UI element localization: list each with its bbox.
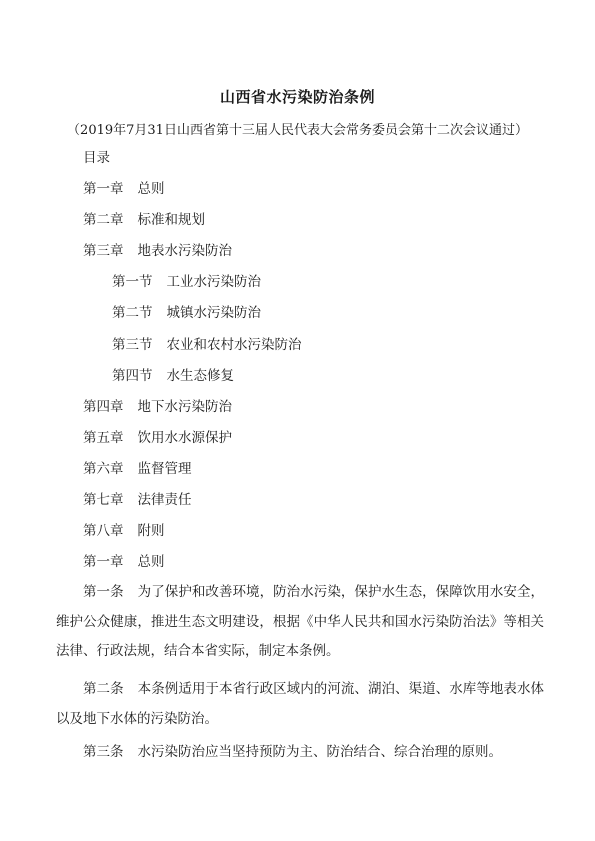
article-text: 水污染防治应当坚持预防为主、防治结合、综合治理的原则。: [137, 744, 502, 760]
toc-item-text: 城镇水污染防治: [166, 305, 261, 321]
toc-item: [83, 242, 232, 260]
toc-item-number: 第六章: [83, 461, 124, 477]
article-paragraph: [56, 738, 544, 768]
toc-item-text: 地表水污染防治: [137, 243, 232, 259]
toc-item-text: 总则: [137, 181, 165, 197]
chapter-number: 第一章: [83, 554, 124, 570]
chapter-title: 总则: [137, 554, 165, 570]
chapter-heading: [83, 553, 165, 571]
toc-item-number: 第二章: [83, 212, 124, 228]
article-number: 第二条: [83, 681, 124, 697]
toc-item: [83, 398, 232, 416]
toc-item: [112, 336, 302, 354]
article-paragraph: [56, 578, 544, 667]
toc-item: [83, 460, 192, 478]
toc-item-number: 第三节: [112, 337, 153, 353]
toc-item-text: 饮用水水源保护: [137, 430, 232, 446]
toc-heading: 目录: [83, 150, 110, 166]
article-paragraph: [56, 675, 544, 734]
toc-item-text: 水生态修复: [166, 368, 234, 384]
toc-item-text: 地下水污染防治: [137, 399, 232, 415]
toc-item: [83, 429, 232, 447]
toc-item-text: 附则: [137, 523, 165, 539]
toc-item-number: 第七章: [83, 492, 124, 508]
toc-item-number: 第四章: [83, 399, 124, 415]
toc-item-number: 第一章: [83, 181, 124, 197]
toc-item-text: 工业水污染防治: [166, 274, 261, 290]
toc-item-number: 第五章: [83, 430, 124, 446]
toc-item: [83, 491, 192, 509]
toc-item: [112, 273, 261, 291]
toc-item: [83, 522, 165, 540]
document-subtitle: （2019年7月31日山西省第十三届人民代表大会常务委员会第十二次会议通过）: [67, 123, 528, 138]
toc-item: [83, 211, 205, 229]
article-number: 第三条: [83, 744, 124, 760]
toc-item-text: 标准和规划: [137, 212, 205, 228]
document-title: 山西省水污染防治条例: [219, 88, 375, 106]
toc-item-number: 第三章: [83, 243, 124, 259]
article-text: 本条例适用于本省行政区域内的河流、湖泊、渠道、水库等地表水体以及地下水体的污染防治。: [56, 681, 545, 727]
toc-item: [83, 180, 165, 198]
toc-item-text: 农业和农村水污染防治: [166, 337, 302, 353]
toc-item-number: 第一节: [112, 274, 153, 290]
toc-item-text: 法律责任: [137, 492, 192, 508]
toc-item: [112, 367, 234, 385]
article-text: 为了保护和改善环境，防治水污染，保护水生态，保障饮用水安全，维护公众健康，推进生态文明建设，根据《中华人民共和国水污染防治法》等相关法律、行政法规，结合本省实际，制定本条例。: [56, 584, 545, 659]
toc-item-number: 第八章: [83, 523, 124, 539]
toc-item: [112, 304, 261, 322]
toc-item-number: 第四节: [112, 368, 153, 384]
toc-item-number: 第二节: [112, 305, 153, 321]
toc-item-text: 监督管理: [137, 461, 192, 477]
article-number: 第一条: [83, 584, 124, 600]
